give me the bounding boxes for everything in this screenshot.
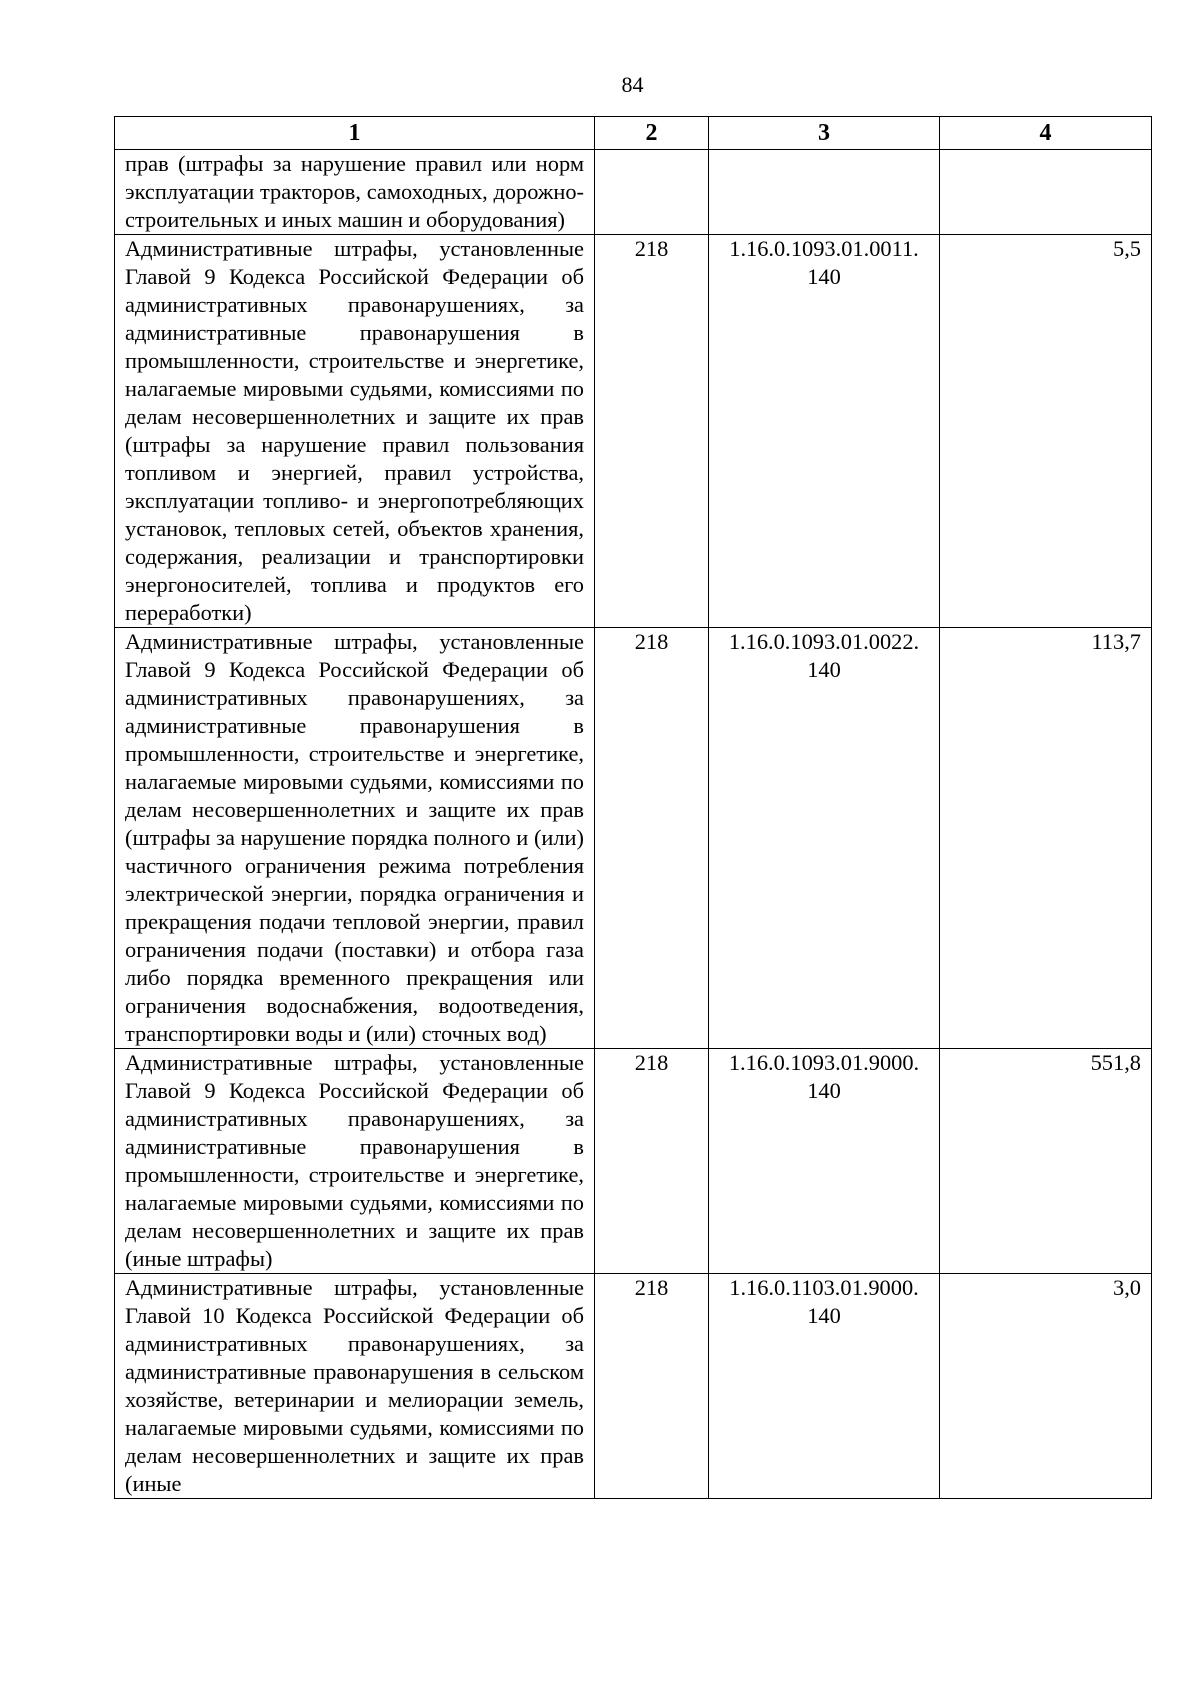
table-header-row: [115, 117, 1152, 150]
revenue-table: [114, 116, 1152, 1499]
budget-code-part: 1.16.0.1103.01.9000.: [729, 1275, 919, 1300]
row-budget-code: [709, 235, 940, 628]
row-admin-code: 218: [595, 628, 709, 1049]
row-amount: 551,8: [940, 1049, 1152, 1274]
table-row: [115, 628, 1152, 1049]
column-header-4: 4: [940, 117, 1152, 150]
column-header-3: 3: [709, 117, 940, 150]
row-description: Административные штрафы, установленные Главой 10 Кодекса Российской Федерации об административных правонарушениях, за административные правонарушения в сельском хозяйстве, ветеринарии и мелиорации земель, налагаемые мировыми судьями, комиссиями по делам несовершеннолетних и защите их прав (иные: [115, 1274, 595, 1499]
row-budget-code: [709, 1274, 940, 1499]
table-row: [115, 150, 1152, 235]
row-budget-code: [709, 150, 940, 235]
budget-code-suffix: 140: [807, 1078, 841, 1103]
row-admin-code: 218: [595, 235, 709, 628]
budget-code-suffix: 140: [807, 1303, 841, 1328]
budget-code-part: 1.16.0.1093.01.0011.: [729, 236, 919, 261]
row-description: Административные штрафы, установленные Главой 9 Кодекса Российской Федерации об административных правонарушениях, за административные правонарушения в промышленности, строительстве и энергетике, налагаемые мировыми судьями, комиссиями по делам несовершеннолетних и защите их прав (штрафы за нарушение правил пользования топливом и энергией, правил устройства, эксплуатации топливо- и энергопотребляющих установок, тепловых сетей, объектов хранения, содержания, реализации и транспортировки энергоносителей, топлива и продуктов его переработки): [115, 235, 595, 628]
row-amount: 113,7: [940, 628, 1152, 1049]
row-description: Административные штрафы, установленные Главой 9 Кодекса Российской Федерации об административных правонарушениях, за административные правонарушения в промышленности, строительстве и энергетике, налагаемые мировыми судьями, комиссиями по делам несовершеннолетних и защите их прав (штрафы за нарушение порядка полного и (или) частичного ограничения режима потребления электрической энергии, порядка ограничения и прекращения подачи тепловой энергии, правил ограничения подачи (поставки) и отбора газа либо порядка временного прекращения или ограничения водоснабжения, водоотведения, транспортировки воды и (или) сточных вод): [115, 628, 595, 1049]
column-header-2: 2: [595, 117, 709, 150]
row-amount: 5,5: [940, 235, 1152, 628]
row-admin-code: [595, 150, 709, 235]
page-number: 84: [621, 72, 644, 97]
budget-code-part: 1.16.0.1093.01.9000.: [728, 1050, 920, 1075]
table-row: [115, 235, 1152, 628]
row-amount: [940, 150, 1152, 235]
column-header-1: 1: [115, 117, 595, 150]
row-budget-code: [709, 1049, 940, 1274]
budget-code-suffix: 140: [807, 264, 841, 289]
row-admin-code: 218: [595, 1274, 709, 1499]
row-admin-code: 218: [595, 1049, 709, 1274]
budget-code-part: 1.16.0.1093.01.0022.: [728, 629, 920, 654]
table-row: [115, 1049, 1152, 1274]
row-amount: 3,0: [940, 1274, 1152, 1499]
row-description: прав (штрафы за нарушение правил или норм эксплуатации тракторов, самоходных, дорожно-строительных и иных машин и оборудования): [115, 150, 595, 235]
row-description: Административные штрафы, установленные Главой 9 Кодекса Российской Федерации об административных правонарушениях, за административные правонарушения в промышленности, строительстве и энергетике, налагаемые мировыми судьями, комиссиями по делам несовершеннолетних и защите их прав (иные штрафы): [115, 1049, 595, 1274]
row-budget-code: [709, 628, 940, 1049]
budget-code-suffix: 140: [807, 657, 841, 682]
table-row: [115, 1274, 1152, 1499]
